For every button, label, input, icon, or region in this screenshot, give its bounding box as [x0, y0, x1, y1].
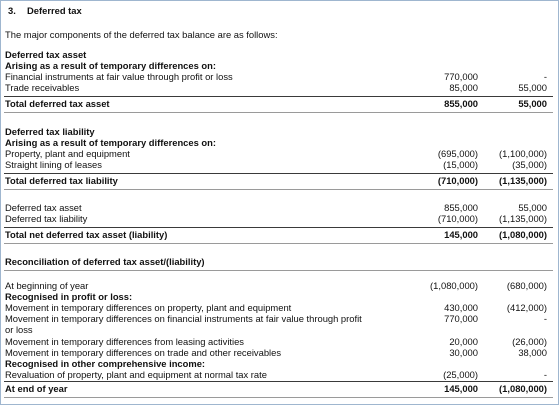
liability-row-label: Property, plant and equipment [5, 148, 130, 159]
net-total-prior: (1,080,000) [499, 229, 547, 240]
pl-row-label-continued: or loss [5, 324, 33, 335]
divider [4, 397, 553, 398]
asset-total-label: Total deferred tax asset [5, 98, 110, 109]
liability-row-value-current: (15,000) [443, 159, 478, 170]
divider [4, 96, 553, 97]
pl-row-label: Movement in temporary differences from leasing activities [5, 336, 244, 347]
asset-total-current: 855,000 [444, 98, 478, 109]
pl-row-value-prior: (412,000) [506, 302, 547, 313]
reconciliation-title: Reconciliation of deferred tax asset/(liability) [5, 256, 205, 267]
net-row-value-current: 855,000 [444, 202, 478, 213]
closing-prior: (1,080,000) [499, 383, 547, 394]
asset-title: Deferred tax asset [5, 49, 87, 60]
pl-row-value-current: 770,000 [444, 313, 478, 324]
net-row-value-current: (710,000) [437, 213, 478, 224]
liability-row-value-prior: (35,000) [512, 159, 547, 170]
asset-total-prior: 55,000 [518, 98, 547, 109]
opening-prior: (680,000) [506, 280, 547, 291]
divider [4, 243, 553, 244]
section-title: Deferred tax [27, 5, 82, 16]
pl-row-value-current: 20,000 [449, 336, 478, 347]
pl-row-value-prior: (26,000) [512, 336, 547, 347]
pl-row-label: Movement in temporary differences on financial instruments at fair value through profit [5, 313, 362, 324]
asset-row-value-current: 85,000 [449, 82, 478, 93]
liability-title: Deferred tax liability [5, 126, 95, 137]
opening-label: At beginning of year [5, 280, 89, 291]
pl-row-value-current: 430,000 [444, 302, 478, 313]
liability-total-prior: (1,135,000) [499, 175, 547, 186]
divider [4, 173, 553, 174]
liability-subtitle: Arising as a result of temporary differences on: [5, 137, 216, 148]
pl-row-label: Movement in temporary differences on trade and other receivables [5, 347, 282, 358]
net-total-current: 145,000 [444, 229, 478, 240]
closing-current: 145,000 [444, 383, 478, 394]
liability-row-value-current: (695,000) [437, 148, 478, 159]
net-row-label: Deferred tax asset [5, 202, 82, 213]
liability-row-value-prior: (1,100,000) [499, 148, 547, 159]
asset-row-value-prior: - [543, 71, 547, 82]
net-row-label: Deferred tax liability [5, 213, 88, 224]
pl-row-label: Movement in temporary differences on property, plant and equipment [5, 302, 292, 313]
asset-row-label: Financial instruments at fair value through profit or loss [5, 71, 233, 82]
liability-total-label: Total deferred tax liability [5, 175, 118, 186]
oci-row-label: Revaluation of property, plant and equipment at normal tax rate [5, 369, 267, 380]
divider [4, 381, 553, 382]
pl-row-value-prior: - [543, 313, 547, 324]
section-number: 3. [8, 5, 16, 16]
pl-title: Recognised in profit or loss: [5, 291, 133, 302]
net-row-value-prior: (1,135,000) [499, 213, 547, 224]
divider [4, 270, 553, 271]
closing-label: At end of year [5, 383, 68, 394]
net-row-value-prior: 55,000 [518, 202, 547, 213]
pl-row-value-prior: 38,000 [518, 347, 547, 358]
divider [4, 189, 553, 190]
liability-total-current: (710,000) [437, 175, 478, 186]
divider [4, 227, 553, 228]
asset-row-value-prior: 55,000 [518, 82, 547, 93]
opening-current: (1,080,000) [430, 280, 478, 291]
asset-subtitle: Arising as a result of temporary differences on: [5, 60, 216, 71]
oci-title: Recognised in other comprehensive income: [5, 358, 206, 369]
liability-row-label: Straight lining of leases [5, 159, 102, 170]
divider [4, 112, 553, 113]
net-total-label: Total net deferred tax asset (liability) [5, 229, 168, 240]
oci-row-value-prior: - [543, 369, 547, 380]
asset-row-value-current: 770,000 [444, 71, 478, 82]
oci-row-value-current: (25,000) [443, 369, 478, 380]
intro-text: The major components of the deferred tax balance are as follows: [5, 29, 278, 40]
asset-row-label: Trade receivables [5, 82, 80, 93]
pl-row-value-current: 30,000 [449, 347, 478, 358]
